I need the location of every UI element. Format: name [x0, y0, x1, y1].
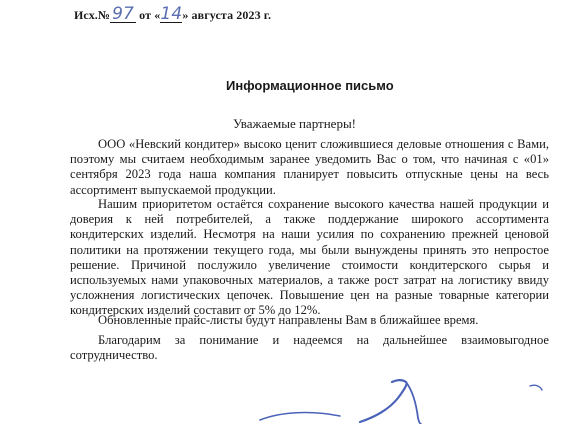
ref-prefix: Исх.№ — [74, 8, 111, 22]
date-day-blank — [160, 4, 183, 24]
paragraph-price-notice — [70, 137, 549, 198]
letter-greeting: Уважаемые партнеры! — [233, 116, 357, 131]
ref-number-handwritten: 97 — [112, 4, 134, 24]
paragraph-text: Обновленные прайс-листы будут направлены Вам в ближайшее время. — [98, 313, 479, 327]
reference-line — [74, 4, 272, 24]
handwritten-signature — [250, 360, 550, 424]
paragraph-text: Нашим приоритетом остаётся сохранение высокого качества нашей продукции и доверия к ней потребителей, а также поддержание широкого ассортимента кондитерских изделий. Несмотря на наши усилия по сохранению прежней ценовой политики на протяжении текущего года, мы были вынуждены принять это непростое решение. Причиной послужило увеличение стоимости кондитерского сырья и используемых нами упаковочных материалов, а также рост затрат на логистику ввиду усложнения логистических цепочек. Повышение цен на разные товарные категории кондитерских изделий составит от 5% до 12%. — [70, 197, 549, 318]
paragraph-price-lists — [70, 313, 549, 328]
date-open-quote: « — [154, 8, 161, 22]
letter-title: Информационное письмо — [226, 78, 394, 93]
date-day-handwritten: 14 — [160, 4, 183, 24]
from-label: от — [139, 8, 152, 22]
paragraph-thanks — [70, 333, 549, 363]
date-month-year: августа 2023 г. — [191, 8, 272, 22]
paragraph-text: ООО «Невский кондитер» высоко ценит сложившиеся деловые отношения с Вами, поэтому мы считаем необходимым заранее уведомить Вас о том, что начиная с «01» сентября 2023 года наша компания планирует повысить отпускные цены на весь ассортимент выпускаемой продукции. — [70, 137, 549, 197]
paragraph-reasons — [70, 197, 549, 319]
date-close-quote: » — [182, 8, 189, 22]
ref-number-blank — [110, 4, 136, 24]
paragraph-text: Благодарим за понимание и надеемся на дальнейшее взаимовыгодное сотрудничество. — [70, 333, 549, 363]
